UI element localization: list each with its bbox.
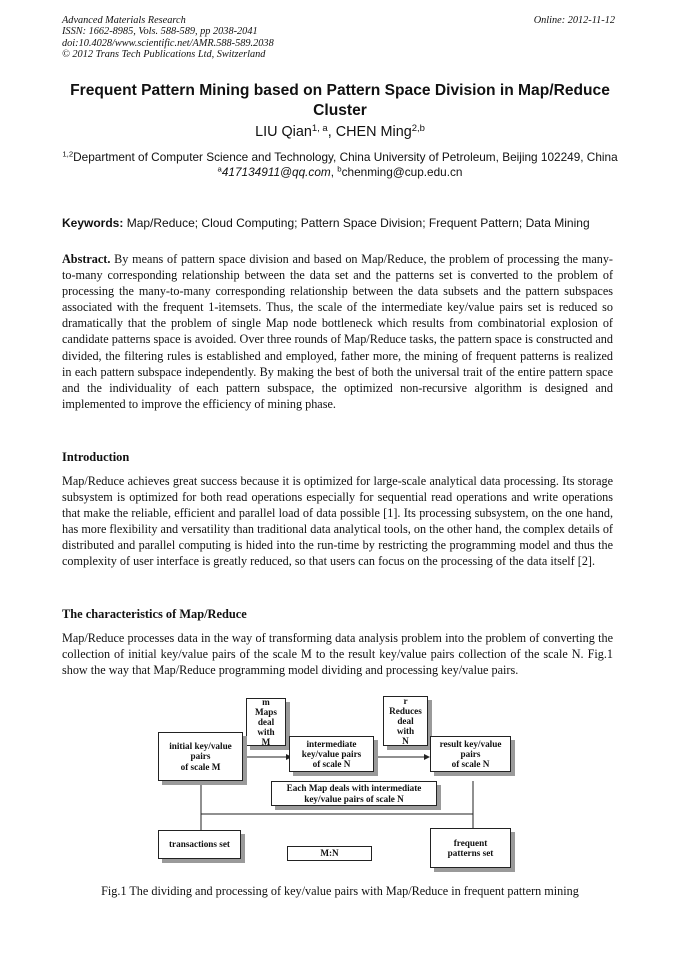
figure-caption: Fig.1 The dividing and processing of key/value pairs with Map/Reduce in frequent pattern mining xyxy=(101,884,579,898)
reduces-box-line: Reduces xyxy=(389,705,422,716)
transactions-set-box xyxy=(158,830,241,859)
maps-box-line: Maps xyxy=(255,706,277,717)
frequent-box-line: frequent xyxy=(453,837,488,848)
introduction-text: Map/Reduce achieves great success because it is optimized for large-scale analytical data processing. Its storage subsystem is optimized for both read operations especially for sequential read operations and write operations that make the reliable, efficient and parallel load of data possible [1]. Its processing subsystem, on the one hand, has more flexibility and versatility than traditional data analytical tools, on the other hand, the complex details of distributed and parallel computing is hided into the run-time by restricting the programming model and thus the complexity of user interface is greatly reduced, so that users can focus on the processing of the data itself [2]. xyxy=(62,474,613,569)
reduces-box xyxy=(383,696,428,746)
emails xyxy=(60,165,620,180)
frequent-box-line: patterns set xyxy=(447,848,494,858)
journal-header xyxy=(62,15,274,61)
intermediate-box-line: intermediate xyxy=(306,738,357,749)
journal-name: Advanced Materials Research xyxy=(62,15,186,26)
keywords-text: Map/Reduce; Cloud Computing; Pattern Space Division; Frequent Pattern; Data Mining xyxy=(126,216,590,230)
ratio-box xyxy=(287,846,372,861)
characteristics-text: Map/Reduce processes data in the way of transforming data analysis problem into the problem of converting the collection of initial key/value pairs of the scale M to the result key/value pairs collection of the scale N. Fig.1 show the way that Map/Reduce programming model dividing and processing key/value pairs. xyxy=(62,631,613,678)
email-a: 417134911@qq.com xyxy=(221,165,331,179)
abstract-text: By means of pattern space division and based on Map/Reduce, the problem of processing the many-to-many corresponding relationship between the data set and the patterns set is converted to the problem of processing the many-to-many corresponding relationship between the data subsets and the pattern subspaces associated with the frequent 1-itemsets. Thus, the scale of the intermediate key/value pairs set is reduced so dramatically that the problem of single Map node bottleneck which results from combinatorial explosion of candidate patterns space is avoided. Over three rounds of Map/Reduce tasks, the pattern space is constructed and divided, the filtering rules is established and employed, father more, the mining of frequent patterns is realized in each pattern subspace independently. By making the best of both the universal trait of the entire pattern space and the individuality of each pattern subspace, the optimized non-recursive algorithm is designed and implemented to improve the efficiency of mining phase. xyxy=(62,252,613,411)
reduces-box-line: N xyxy=(402,736,409,747)
result-box-line: result key/value xyxy=(439,738,502,749)
each-map-box xyxy=(271,781,437,806)
author-separator: , xyxy=(327,124,336,140)
each-map-box-line: Each Map deals with intermediate xyxy=(286,783,422,794)
reduces-box-line: with xyxy=(396,726,415,737)
doi-line: doi:10.4028/www.scientific.net/AMR.588-589.2038 xyxy=(62,37,274,49)
maps-box-line: M xyxy=(261,737,271,748)
initial-box-line: initial key/value xyxy=(169,741,232,752)
maps-box-line: m xyxy=(262,696,270,707)
abstract-label: Abstract. xyxy=(62,252,111,266)
online-date: Online: 2012-11-12 xyxy=(533,15,615,26)
result-box-line: pairs xyxy=(460,748,481,759)
reduces-box-line: r xyxy=(403,695,408,706)
result-pairs-box xyxy=(430,736,511,772)
figure-1 xyxy=(0,690,678,900)
transactions-box-line: transactions set xyxy=(169,839,230,850)
author-1-sup: 1, a xyxy=(311,122,328,134)
affiliation-text: Department of Computer Science and Technology, China University of Petroleum, Beijing 102249, China xyxy=(73,150,618,164)
intermediate-box-line: of scale N xyxy=(312,759,351,770)
initial-box-line: of scale M xyxy=(180,761,221,772)
characteristics-paragraph xyxy=(62,630,613,678)
email-separator: , xyxy=(330,165,338,179)
paper-title: Frequent Pattern Mining based on Pattern Space Division in Map/Reduce Cluster xyxy=(70,82,610,119)
intermediate-box-line: key/value pairs xyxy=(301,748,362,759)
initial-pairs-box xyxy=(158,732,243,781)
maps-box-line: deal xyxy=(257,716,275,727)
authors xyxy=(60,124,620,140)
issn-line: ISSN: 1662-8985, Vols. 588-589, pp 2038-2041 xyxy=(62,26,258,38)
copyright-line: © 2012 Trans Tech Publications Ltd, Switzerland xyxy=(62,49,266,61)
result-box-line: of scale N xyxy=(451,759,490,770)
affiliation-sup: 1,2 xyxy=(62,149,74,159)
initial-box-line: pairs xyxy=(190,751,211,762)
ratio-box-line: M:N xyxy=(320,848,339,859)
email-b: chenming@cup.edu.cn xyxy=(341,165,463,179)
author-2: CHEN Ming xyxy=(335,124,412,140)
each-map-box-line: key/value pairs of scale N xyxy=(304,793,404,804)
maps-box xyxy=(246,698,286,746)
intermediate-pairs-box xyxy=(289,736,374,772)
author-1: LIU Qian xyxy=(255,124,312,140)
email-b-sup: b xyxy=(337,164,342,174)
keywords xyxy=(62,216,618,230)
reduces-box-line: deal xyxy=(397,715,414,726)
maps-box-line: with xyxy=(257,727,275,738)
frequent-patterns-box xyxy=(430,828,511,868)
introduction-paragraph xyxy=(62,473,613,570)
characteristics-heading: The characteristics of Map/Reduce xyxy=(62,607,247,621)
keywords-label: Keywords: xyxy=(62,216,124,230)
affiliation xyxy=(60,150,620,180)
author-2-sup: 2,b xyxy=(411,122,425,134)
email-a-sup: a xyxy=(217,164,222,174)
introduction-heading: Introduction xyxy=(62,450,130,464)
abstract xyxy=(62,251,613,412)
